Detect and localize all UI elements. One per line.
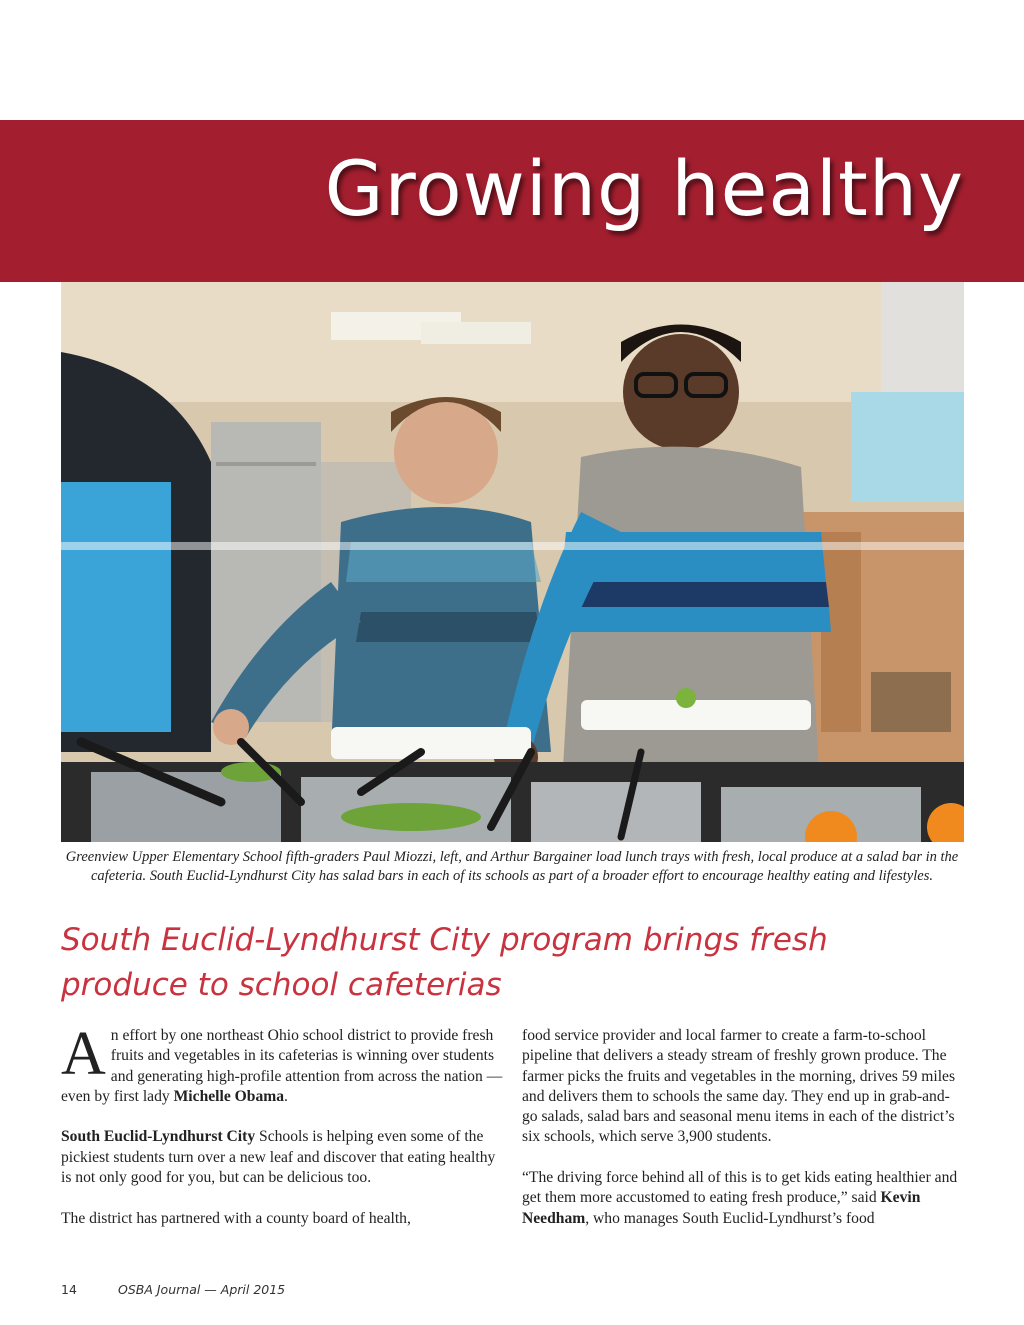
- article-paragraph: [61, 1209, 503, 1229]
- article-column-right: [522, 1026, 964, 1249]
- photo-caption: Greenview Upper Elementary School fifth-graders Paul Miozzi, left, and Arthur Bargainer load lunch trays with fresh, local produce at a salad bar in the cafeteria. South Euclid-Lyndhurst City has salad bars in each of its schools as part of a broader effort to encourage healthy eating and lifestyles.: [65, 849, 959, 884]
- page-title: Growing healthy: [324, 144, 964, 233]
- cafeteria-photo: [61, 282, 964, 842]
- page-number: 14: [61, 1282, 77, 1297]
- article-paragraph: [61, 1020, 503, 1107]
- person-name: Michelle Obama: [173, 1087, 285, 1105]
- paragraph-text: food service provider and local farmer to create a farm-to-school pipeline that delivers a steady stream of freshly grown produce. The farmer picks the fruits and vegetables in the morning, drives 59 miles and delivers them to schools the same day. They end up in grab-and-go salads, salad bars and seasonal menu items in each of the district’s six schools, which serve 3,900 students.: [522, 1027, 956, 1146]
- drop-cap: A: [61, 1020, 106, 1088]
- paragraph-text: “The driving force behind all of this is to get kids eating healthier and get them more accustomed to eating fresh produce,” said: [522, 1169, 958, 1207]
- paragraph-text: Schools is helping even some of the pickiest students turn over a new leaf and discover that eating healthy is not only good for you, but can be delicious too.: [61, 1128, 496, 1187]
- article-column-left: [61, 1020, 503, 1249]
- page-footer: [61, 1282, 285, 1297]
- district-name: South Euclid-Lyndhurst City: [61, 1128, 256, 1146]
- paragraph-text: n effort by one northeast Ohio school district to provide fresh fruits and vegetables in its cafeterias is winning over students and generating high-profile attention from across the nation — even by first lady: [61, 1027, 503, 1105]
- article-paragraph: [61, 1127, 503, 1188]
- article-paragraph: [522, 1168, 964, 1229]
- article-subhead: South Euclid-Lyndhurst City program brings fresh produce to school cafeterias: [61, 922, 828, 1003]
- paragraph-text: The district has partnered with a county board of health,: [61, 1209, 411, 1227]
- title-banner: [0, 120, 1024, 282]
- paragraph-text: , who manages South Euclid-Lyndhurst’s food: [585, 1209, 875, 1227]
- person-name: Kevin Needham: [522, 1189, 921, 1227]
- publication-name: OSBA Journal — April 2015: [118, 1282, 286, 1297]
- article-paragraph: [522, 1026, 964, 1148]
- paragraph-text: .: [284, 1087, 288, 1105]
